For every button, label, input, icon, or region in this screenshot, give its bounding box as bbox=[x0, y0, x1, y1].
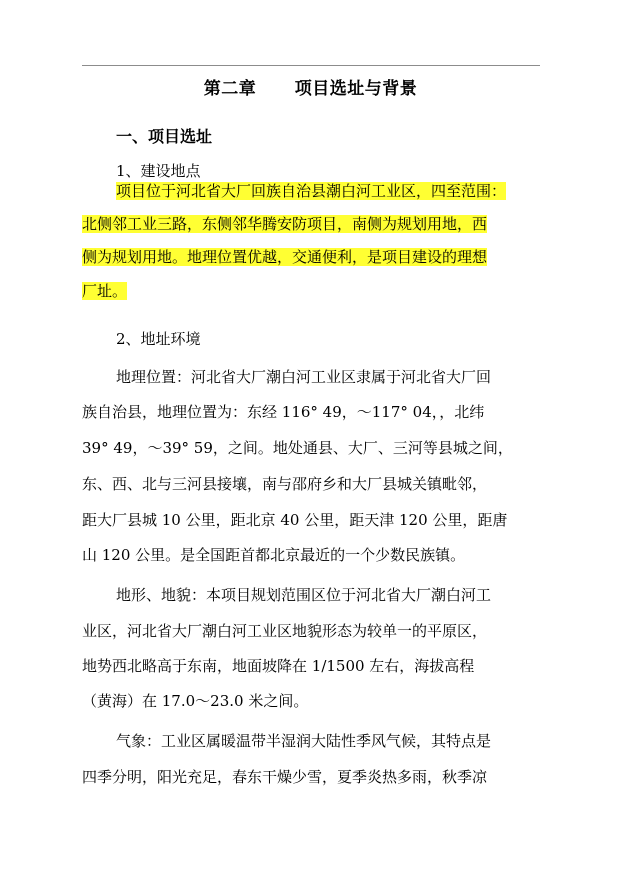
header-rule bbox=[82, 65, 540, 66]
highlighted-text: 北侧邻工业三路，东侧邻华腾安防项目，南侧为规划用地，西 bbox=[82, 215, 488, 233]
highlighted-text: 厂址。 bbox=[82, 282, 128, 300]
site-paragraph-line bbox=[82, 214, 487, 234]
geography-line: 山 120 公里。是全国距首都北京最近的一个少数民族镇。 bbox=[82, 546, 466, 564]
terrain-line: 地形、地貌：本项目规划范围区位于河北省大厂潮白河工 bbox=[116, 586, 492, 604]
chapter-title: 第二章 项目选址与背景 bbox=[203, 79, 418, 99]
climate-line: 四季分明，阳光充足，春东干燥少雪，夏季炎热多雨，秋季凉 bbox=[82, 768, 488, 786]
site-paragraph-line bbox=[82, 281, 127, 301]
site-paragraph-line bbox=[116, 181, 506, 201]
terrain-line: 地势西北略高于东南，地面坡降在 1/1500 左右，海拔高程 bbox=[82, 657, 475, 675]
site-paragraph-line bbox=[82, 247, 487, 267]
subsection-heading-site: 1、建设地点 bbox=[116, 162, 201, 180]
geography-line: 地理位置：河北省大厂潮白河工业区隶属于河北省大厂回 bbox=[116, 368, 492, 386]
terrain-line: 业区，河北省大厂潮白河工业区地貌形态为较单一的平原区， bbox=[82, 622, 488, 640]
geography-line: 39° 49，～39° 59，之间。地处通县、大厂、三河等县城之间， bbox=[82, 439, 513, 457]
subsection-heading-environment: 2、地址环境 bbox=[116, 330, 201, 348]
section-heading: 一、项目选址 bbox=[116, 127, 213, 146]
geography-line: 东、西、北与三河县接壤，南与邵府乡和大厂县城关镇毗邻， bbox=[82, 475, 488, 493]
geography-line: 族自治县，地理位置为：东经 116° 49，～117° 04，，北纬 bbox=[82, 403, 485, 421]
highlighted-text: 侧为规划用地。地理位置优越，交通便利，是项目建设的理想 bbox=[82, 248, 488, 266]
highlighted-text: 项目位于河北省大厂回族自治县潮白河工业区，四至范围： bbox=[116, 182, 507, 200]
terrain-line: （黄海）在 17.0～23.0 米之间。 bbox=[82, 692, 309, 710]
geography-line: 距大厂县城 10 公里，距北京 40 公里，距天津 120 公里，距唐 bbox=[82, 511, 508, 529]
climate-line: 气象：工业区属暖温带半湿润大陆性季风气候，其特点是 bbox=[116, 732, 492, 750]
